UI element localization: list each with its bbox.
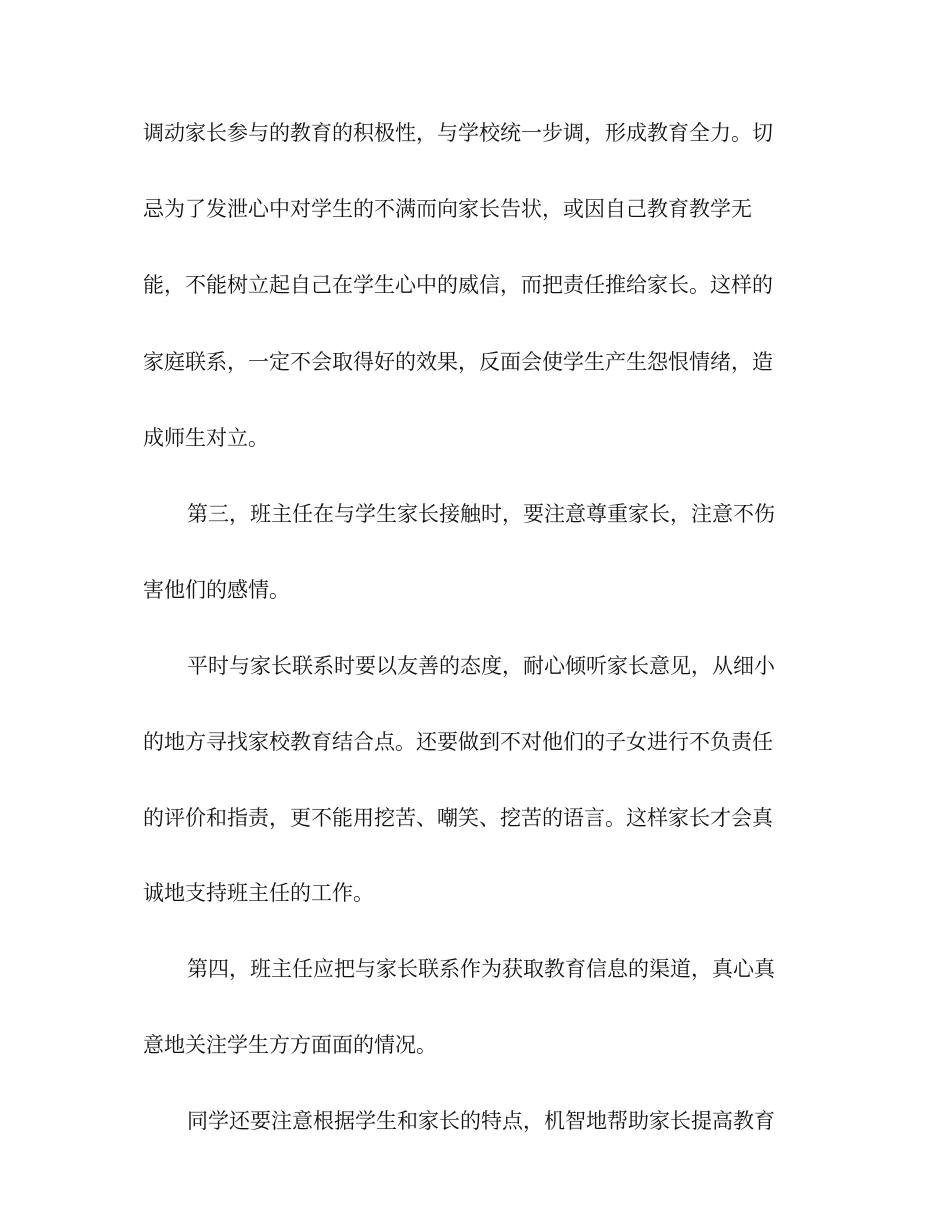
paragraph-first-line: 平时与家长联系时要以友善的态度，耐心倾听家长意见，从细小 <box>187 654 775 678</box>
paragraph-first-line: 同学还要注意根据学生和家长的特点，机智地帮助家长提高教育 <box>187 1109 775 1133</box>
paragraph-first-line: 第四，班主任应把与家长联系作为获取教育信息的渠道，真心真 <box>187 957 775 981</box>
text-line: 意地关注学生方方面面的情况。 <box>143 1033 437 1057</box>
text-line: 诚地支持班主任的工作。 <box>143 881 374 905</box>
text-line: 家庭联系，一定不会取得好的效果，反面会使学生产生怨恨情绪，造 <box>143 350 773 374</box>
text-line: 成师生对立。 <box>143 426 269 450</box>
text-line: 调动家长参与的教育的积极性，与学校统一步调，形成教育全力。切 <box>143 121 773 145</box>
text-line: 的评价和指责，更不能用挖苦、嘲笑、挖苦的语言。这样家长才会真 <box>143 806 773 830</box>
text-line: 的地方寻找家校教育结合点。还要做到不对他们的子女进行不负责任 <box>143 730 773 754</box>
text-line: 害他们的感情。 <box>143 578 290 602</box>
paragraph-first-line: 第三，班主任在与学生家长接触时，要注意尊重家长，注意不伤 <box>187 502 775 526</box>
text-line: 忌为了发泄心中对学生的不满而向家长告状，或因自己教育教学无 <box>143 197 752 221</box>
text-line: 能，不能树立起自己在学生心中的威信，而把责任推给家长。这样的 <box>143 273 773 297</box>
